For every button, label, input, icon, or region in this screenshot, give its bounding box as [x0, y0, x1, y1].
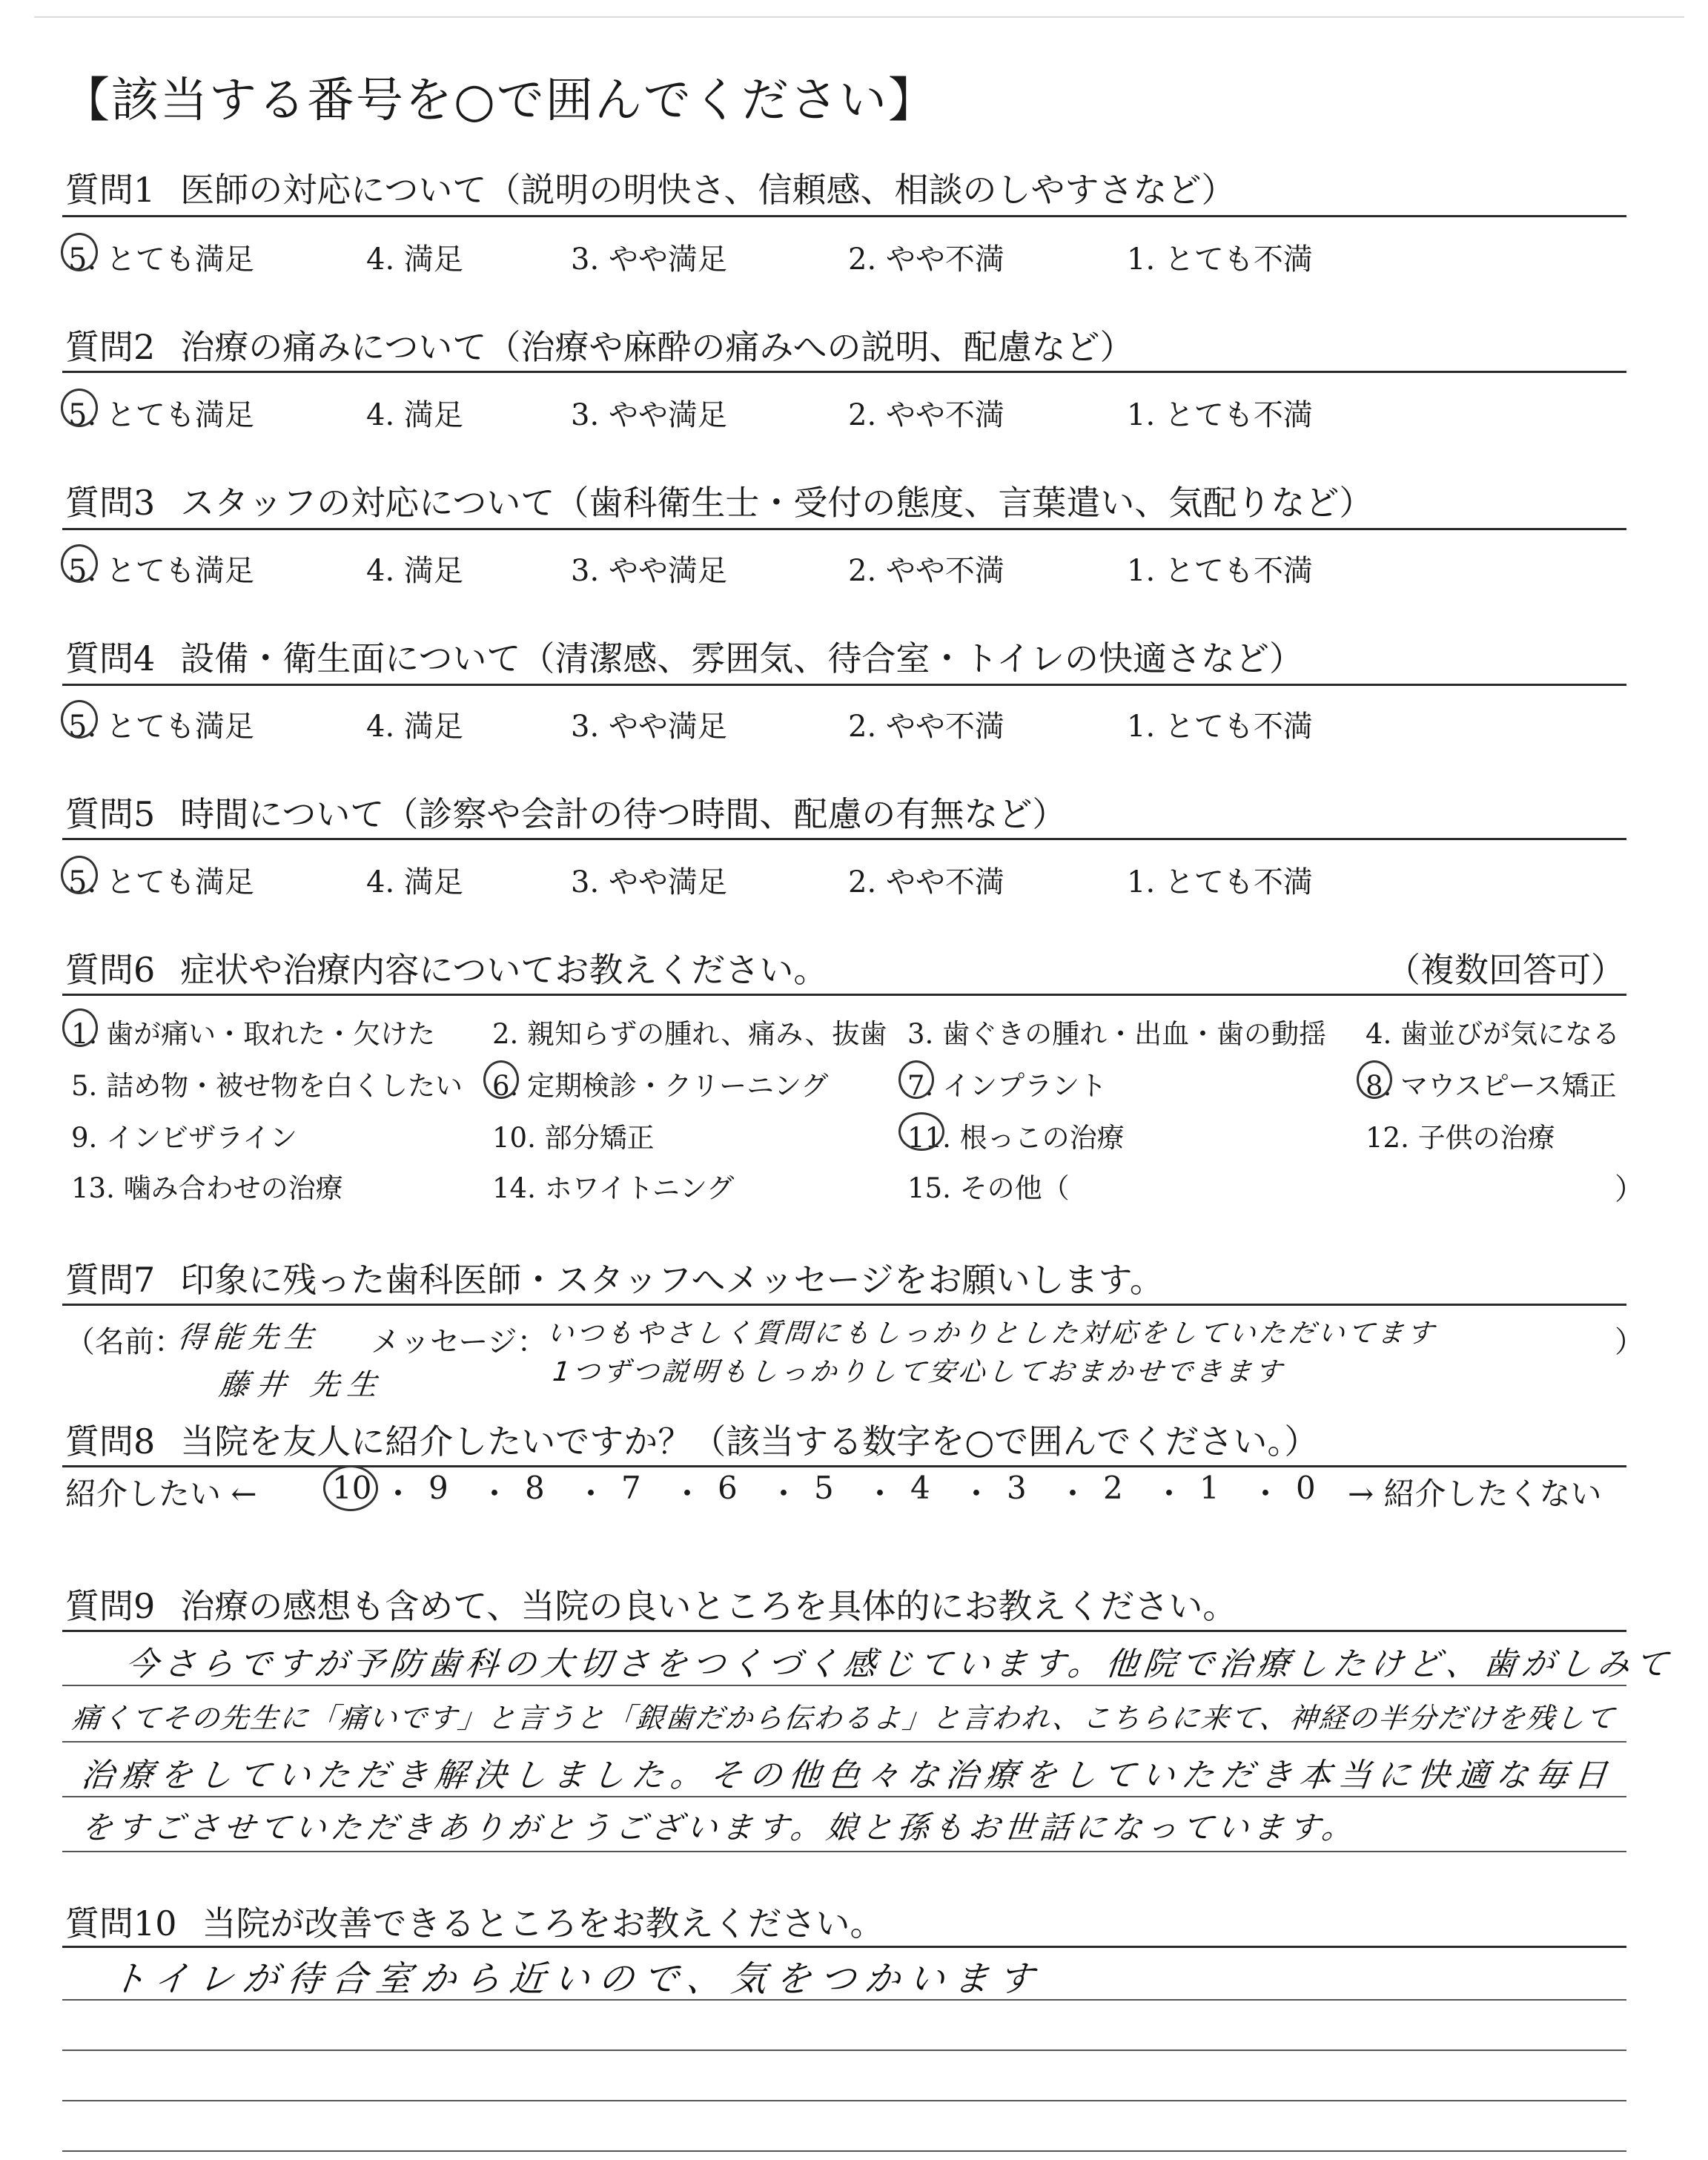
- rating-option-3[interactable]: 3. やや満足: [571, 554, 727, 588]
- selection-circle: [1357, 1060, 1392, 1099]
- question-number: 質問4: [65, 638, 156, 678]
- divider: [62, 371, 1626, 373]
- scale-value-0[interactable]: 0: [1296, 1470, 1316, 1506]
- divider: [62, 1304, 1626, 1306]
- question-number: 質問6: [65, 950, 156, 990]
- multiple-answers-note: （複数回答可）: [1386, 950, 1625, 990]
- selection-circle: [898, 1060, 934, 1099]
- scale-value-5[interactable]: 5: [814, 1470, 834, 1506]
- divider: [62, 838, 1626, 840]
- rating-option-2[interactable]: 2. やや不満: [848, 554, 1004, 588]
- question-text: 時間について（診察や会計の待つ時間、配慮の有無など）: [180, 794, 1067, 834]
- question-10: [65, 1897, 884, 1946]
- handwritten-answer-line-2: 痛くてその先生に「痛いです」と言うと「銀歯だから伝わるよ」と言われ、こちらに来て、神経の半分だけを残して: [70, 1702, 1618, 1734]
- scale-value-7[interactable]: 7: [621, 1470, 641, 1506]
- rating-option-1[interactable]: 1. とても不満: [1127, 865, 1313, 899]
- scale-separator: ・: [961, 1476, 993, 1512]
- selection-circle: [61, 700, 98, 739]
- answer-line: [62, 1741, 1626, 1743]
- scale-left-label: 紹介したい ←: [65, 1476, 257, 1512]
- symptom-option-6[interactable]: 6. 定期検診・クリーニング: [492, 1070, 829, 1102]
- symptom-option-13[interactable]: 13. 噛み合わせの治療: [71, 1172, 343, 1204]
- symptom-option-15[interactable]: 15. その他（: [907, 1172, 1070, 1204]
- question-text: 設備・衛生面について（清潔感、雰囲気、待合室・トイレの快適さなど）: [180, 638, 1304, 678]
- scale-value-10[interactable]: 10: [332, 1470, 372, 1506]
- rating-option-3[interactable]: 3. やや満足: [571, 710, 727, 744]
- selection-circle: [61, 389, 98, 427]
- question-text: スタッフの対応について（歯科衛生士・受付の態度、言葉遣い、気配りなど）: [180, 483, 1374, 523]
- symptom-option-1[interactable]: 1. 歯が痛い・取れた・欠けた: [71, 1018, 436, 1050]
- handwritten-improvement-answer: トイレが待合室から近いので、気をつかいます: [108, 1958, 1045, 2000]
- rating-option-5[interactable]: 5. とても満足: [68, 865, 254, 899]
- selection-circle: [61, 544, 98, 583]
- question-text: 治療の痛みについて（治療や麻酔の痛みへの説明、配慮など）: [180, 327, 1134, 367]
- scale-separator: ・: [383, 1476, 414, 1512]
- divider: [62, 994, 1626, 996]
- divider: [62, 215, 1626, 217]
- symptom-option-10[interactable]: 10. 部分矯正: [492, 1122, 655, 1154]
- scale-separator: ・: [575, 1476, 607, 1512]
- question-number: 質問2: [65, 327, 156, 367]
- scale-separator: ・: [1153, 1476, 1185, 1512]
- scale-value-6[interactable]: 6: [718, 1470, 738, 1506]
- answer-line: [62, 1685, 1626, 1686]
- scale-separator: ・: [672, 1476, 704, 1512]
- question-2: [65, 320, 1133, 369]
- scale-separator: ・: [479, 1476, 511, 1512]
- rating-option-4[interactable]: 4. 満足: [366, 242, 463, 277]
- selection-circle: [483, 1060, 519, 1099]
- scale-separator: ・: [1057, 1476, 1089, 1512]
- question-text: 症状や治療内容についてお教えください。: [180, 950, 828, 990]
- selection-circle: [323, 1465, 378, 1511]
- question-4: [65, 632, 1303, 681]
- rating-option-2[interactable]: 2. やや不満: [848, 865, 1004, 899]
- handwritten-message-line-1: いつもやさしく質問にもしっかりとした対応をしていただいてます: [545, 1318, 1438, 1349]
- rating-option-4[interactable]: 4. 満足: [366, 710, 463, 744]
- handwritten-name-1: 得能先生: [176, 1321, 322, 1355]
- scale-value-3[interactable]: 3: [1007, 1470, 1027, 1506]
- question-text: 治療の感想も含めて、当院の良いところを具体的にお教えください。: [180, 1586, 1237, 1626]
- symptom-option-5[interactable]: 5. 詰め物・被せ物を白くしたい: [71, 1070, 463, 1102]
- answer-line: [62, 2150, 1626, 2152]
- question-number: 質問5: [65, 794, 156, 834]
- question-1: [65, 163, 1236, 212]
- question-number: 質問9: [65, 1586, 156, 1626]
- selection-circle: [898, 1112, 944, 1151]
- rating-option-5[interactable]: 5. とても満足: [68, 710, 254, 744]
- rating-option-1[interactable]: 1. とても不満: [1127, 242, 1313, 277]
- rating-option-5[interactable]: 5. とても満足: [68, 554, 254, 588]
- symptom-option-14[interactable]: 14. ホワイトニング: [492, 1172, 735, 1204]
- question-6: [65, 943, 827, 992]
- selection-circle: [62, 1008, 98, 1047]
- rating-option-3[interactable]: 3. やや満足: [571, 242, 727, 277]
- rating-option-5[interactable]: 5. とても満足: [68, 242, 254, 277]
- scale-value-9[interactable]: 9: [428, 1470, 448, 1506]
- divider: [62, 1465, 1626, 1467]
- scale-separator: ・: [768, 1476, 800, 1512]
- rating-option-2[interactable]: 2. やや不満: [848, 242, 1004, 277]
- divider: [62, 1630, 1626, 1632]
- question-text: 当院が改善できるところをお教えください。: [202, 1903, 884, 1943]
- rating-option-5[interactable]: 5. とても満足: [68, 398, 254, 432]
- instruction-header: 【該当する番号を○で囲んでください】: [62, 73, 937, 128]
- symptom-option-2[interactable]: 2. 親知らずの腫れ、痛み、抜歯: [492, 1018, 887, 1050]
- question-number: 質問3: [65, 483, 156, 523]
- question-7: [65, 1253, 1164, 1302]
- top-divider: [34, 16, 1684, 18]
- other-close-paren: ）: [1615, 1172, 1644, 1206]
- symptom-option-8[interactable]: 8. マウスピース矯正: [1366, 1070, 1617, 1102]
- rating-option-4[interactable]: 4. 満足: [366, 865, 463, 899]
- answer-line: [62, 1796, 1626, 1797]
- scale-value-8[interactable]: 8: [525, 1470, 545, 1506]
- rating-option-1[interactable]: 1. とても不満: [1127, 710, 1313, 744]
- question-text: 当院を友人に紹介したいですか？（該当する数字を○で囲んでください。）: [180, 1421, 1319, 1462]
- handwritten-message-line-2: 1つずつ説明もしっかりして安心しておまかせできます: [551, 1357, 1286, 1387]
- rating-option-4[interactable]: 4. 満足: [366, 554, 463, 588]
- rating-option-3[interactable]: 3. やや満足: [571, 865, 727, 899]
- scale-separator: ・: [1250, 1476, 1282, 1512]
- scale-value-4[interactable]: 4: [910, 1470, 930, 1506]
- question-number: 質問10: [65, 1903, 177, 1943]
- rating-option-2[interactable]: 2. やや不満: [848, 398, 1004, 432]
- question-5: [65, 787, 1066, 836]
- handwritten-answer-line-3: 治療をしていただき解決しました。その他色々な治療をしていただき本当に快適な毎日: [79, 1757, 1616, 1794]
- question-number: 質問7: [65, 1260, 156, 1300]
- scale-value-1[interactable]: 1: [1199, 1470, 1219, 1506]
- divider: [62, 528, 1626, 530]
- rating-option-2[interactable]: 2. やや不満: [848, 710, 1004, 744]
- rating-option-4[interactable]: 4. 満足: [366, 398, 463, 432]
- divider: [62, 684, 1626, 686]
- question-3: [65, 476, 1373, 525]
- rating-option-1[interactable]: 1. とても不満: [1127, 398, 1313, 432]
- scale-value-2[interactable]: 2: [1103, 1470, 1123, 1506]
- divider: [62, 1946, 1626, 1948]
- handwritten-answer-line-4: をすごさせていただきありがとうございます。娘と孫もお世話になっています。: [79, 1809, 1360, 1846]
- answer-line: [62, 2050, 1626, 2051]
- question-text: 印象に残った歯科医師・スタッフへメッセージをお願いします。: [180, 1260, 1164, 1300]
- message-label: メッセージ：: [371, 1325, 547, 1359]
- symptom-option-11[interactable]: 11. 根っこの治療: [907, 1122, 1125, 1154]
- question-8: [65, 1415, 1318, 1464]
- symptom-option-3[interactable]: 3. 歯ぐきの腫れ・出血・歯の動揺: [907, 1018, 1327, 1050]
- name-label: （名前：: [65, 1325, 184, 1359]
- question-number: 質問1: [65, 170, 156, 210]
- answer-line: [62, 2100, 1626, 2101]
- question-text: 医師の対応について（説明の明快さ、信頼感、相談のしやすさなど）: [180, 170, 1236, 210]
- rating-option-1[interactable]: 1. とても不満: [1127, 554, 1313, 588]
- symptom-option-7[interactable]: 7. インプラント: [907, 1070, 1108, 1102]
- selection-circle: [61, 856, 98, 894]
- scale-right-label: → 紹介したくない: [1348, 1476, 1602, 1512]
- answer-line: [62, 1851, 1626, 1852]
- question-9: [65, 1579, 1237, 1628]
- selection-circle: [61, 233, 98, 271]
- handwritten-answer-line-1: 今さらですが予防歯科の大切さをつくづく感じています。他院で治療したけど、歯がしみて: [123, 1645, 1675, 1683]
- symptom-option-4[interactable]: 4. 歯並びが気になる: [1366, 1018, 1621, 1050]
- rating-option-3[interactable]: 3. やや満足: [571, 398, 727, 432]
- handwritten-name-2: 藤井 先生: [217, 1368, 386, 1402]
- symptom-option-9[interactable]: 9. インビザライン: [71, 1122, 297, 1154]
- question-number: 質問8: [65, 1421, 156, 1462]
- message-close-paren: ）: [1615, 1325, 1644, 1359]
- symptom-option-12[interactable]: 12. 子供の治療: [1366, 1122, 1555, 1154]
- scale-separator: ・: [864, 1476, 896, 1512]
